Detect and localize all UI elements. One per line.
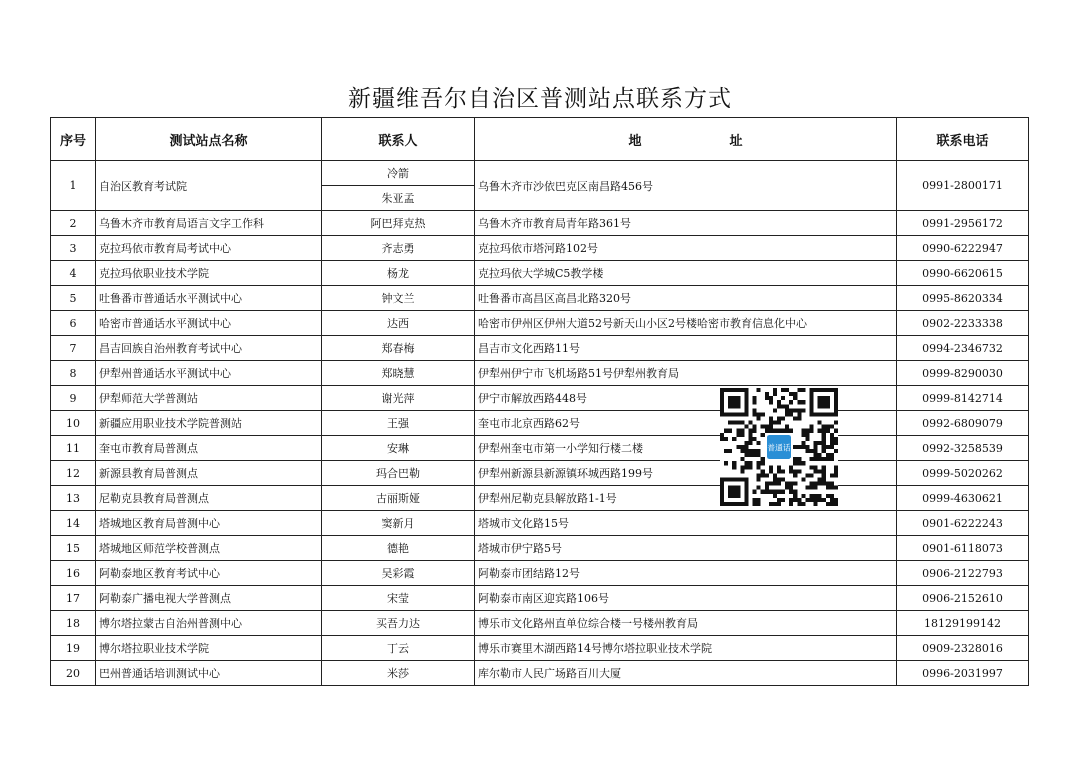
table-row — [51, 211, 1029, 236]
cell-contact: 米莎 — [322, 661, 475, 686]
cell-seq: 19 — [51, 636, 96, 661]
cell-phone: 18129199142 — [897, 611, 1029, 636]
table-row — [51, 286, 1029, 311]
cell-address: 克拉玛依市塔河路102号 — [475, 236, 897, 261]
cell-name: 新疆应用职业技术学院普测站 — [96, 411, 322, 436]
cell-phone: 0991-2800171 — [897, 161, 1029, 211]
qr-badge-text: 普通话 — [767, 443, 791, 453]
cell-address: 哈密市伊州区伊州大道52号新天山小区2号楼哈密市教育信息化中心 — [475, 311, 897, 336]
table-row — [51, 461, 1029, 486]
cell-name: 新源县教育局普测点 — [96, 461, 322, 486]
header-name: 测试站点名称 — [96, 118, 322, 161]
cell-address: 博乐市赛里木湖西路14号博尔塔拉职业技术学院 — [475, 636, 897, 661]
cell-seq: 11 — [51, 436, 96, 461]
table-row — [51, 486, 1029, 511]
header-address — [475, 118, 897, 161]
cell-contact: 吴彩霞 — [322, 561, 475, 586]
cell-address: 库尔勒市人民广场路百川大厦 — [475, 661, 897, 686]
cell-seq: 5 — [51, 286, 96, 311]
cell-contact: 钟文兰 — [322, 286, 475, 311]
cell-address: 博乐市文化路州直单位综合楼一号楼州教育局 — [475, 611, 897, 636]
qr-code-image — [720, 388, 838, 506]
cell-address: 阿勒泰市南区迎宾路106号 — [475, 586, 897, 611]
contact-table — [50, 117, 1029, 686]
cell-phone: 0991-2956172 — [897, 211, 1029, 236]
cell-name: 伊犁州普通话水平测试中心 — [96, 361, 322, 386]
cell-contact: 阿巴拜克热 — [322, 211, 475, 236]
cell-contact: 郑春梅 — [322, 336, 475, 361]
table-row — [51, 436, 1029, 461]
cell-address: 塔城市伊宁路5号 — [475, 536, 897, 561]
cell-seq: 20 — [51, 661, 96, 686]
cell-address: 吐鲁番市高昌区高昌北路320号 — [475, 286, 897, 311]
cell-phone: 0902-2233338 — [897, 311, 1029, 336]
cell-contact: 古丽斯娅 — [322, 486, 475, 511]
cell-seq: 9 — [51, 386, 96, 411]
header-phone: 联系电话 — [897, 118, 1029, 161]
cell-contact: 买吾力达 — [322, 611, 475, 636]
cell-contact: 窦新月 — [322, 511, 475, 536]
cell-address: 昌吉市文化西路11号 — [475, 336, 897, 361]
cell-phone: 0990-6222947 — [897, 236, 1029, 261]
cell-seq: 13 — [51, 486, 96, 511]
cell-address: 伊宁市解放西路448号 — [475, 386, 897, 411]
table-row — [51, 311, 1029, 336]
cell-phone: 0999-5020262 — [897, 461, 1029, 486]
cell-phone: 0994-2346732 — [897, 336, 1029, 361]
cell-seq: 2 — [51, 211, 96, 236]
table-row — [51, 636, 1029, 661]
cell-address: 伊犁州伊宁市飞机场路51号伊犁州教育局 — [475, 361, 897, 386]
cell-address: 阿勒泰市团结路12号 — [475, 561, 897, 586]
cell-phone: 0906-2122793 — [897, 561, 1029, 586]
cell-address: 伊犁州奎屯市第一小学知行楼二楼 — [475, 436, 897, 461]
cell-seq: 16 — [51, 561, 96, 586]
cell-name: 哈密市普通话水平测试中心 — [96, 311, 322, 336]
cell-address: 克拉玛依大学城C5教学楼 — [475, 261, 897, 286]
cell-contact: 达西 — [322, 311, 475, 336]
cell-contact: 冷箭 — [322, 161, 475, 186]
cell-seq: 18 — [51, 611, 96, 636]
cell-phone: 0909-2328016 — [897, 636, 1029, 661]
cell-phone: 0901-6222243 — [897, 511, 1029, 536]
cell-name: 塔城地区教育局普测中心 — [96, 511, 322, 536]
cell-phone: 0990-6620615 — [897, 261, 1029, 286]
cell-name: 尼勒克县教育局普测点 — [96, 486, 322, 511]
cell-contact: 齐志勇 — [322, 236, 475, 261]
cell-seq: 10 — [51, 411, 96, 436]
table-row — [51, 536, 1029, 561]
cell-seq: 8 — [51, 361, 96, 386]
cell-address: 奎屯市北京西路62号 — [475, 411, 897, 436]
table-row — [51, 336, 1029, 361]
cell-phone: 0999-8142714 — [897, 386, 1029, 411]
cell-contact: 宋莹 — [322, 586, 475, 611]
cell-name: 乌鲁木齐市教育局语言文字工作科 — [96, 211, 322, 236]
cell-seq: 6 — [51, 311, 96, 336]
cell-phone: 0992-3258539 — [897, 436, 1029, 461]
cell-name: 昌吉回族自治州教育考试中心 — [96, 336, 322, 361]
table-header-row — [51, 118, 1029, 161]
table-row — [51, 586, 1029, 611]
cell-name: 吐鲁番市普通话水平测试中心 — [96, 286, 322, 311]
header-address-char-2: 址 — [729, 133, 743, 149]
cell-seq: 4 — [51, 261, 96, 286]
cell-phone: 0906-2152610 — [897, 586, 1029, 611]
table-row — [51, 661, 1029, 686]
cell-phone: 0995-8620334 — [897, 286, 1029, 311]
cell-name: 塔城地区师范学校普测点 — [96, 536, 322, 561]
cell-phone: 0996-2031997 — [897, 661, 1029, 686]
table-row — [51, 361, 1029, 386]
cell-phone: 0992-6809079 — [897, 411, 1029, 436]
cell-phone: 0901-6118073 — [897, 536, 1029, 561]
page-title: 新疆维吾尔自治区普测站点联系方式 — [348, 86, 732, 112]
cell-seq: 17 — [51, 586, 96, 611]
cell-name: 奎屯市教育局普测点 — [96, 436, 322, 461]
cell-address: 塔城市文化路15号 — [475, 511, 897, 536]
cell-name: 伊犁师范大学普测站 — [96, 386, 322, 411]
cell-contact: 杨龙 — [322, 261, 475, 286]
cell-contact: 郑晓慧 — [322, 361, 475, 386]
table-row — [51, 261, 1029, 286]
header-seq: 序号 — [51, 118, 96, 161]
cell-seq: 14 — [51, 511, 96, 536]
cell-contact: 谢光萍 — [322, 386, 475, 411]
cell-seq: 1 — [51, 161, 96, 211]
cell-contact: 玛合巴勒 — [322, 461, 475, 486]
cell-name: 博尔塔拉蒙古自治州普测中心 — [96, 611, 322, 636]
cell-name: 克拉玛依市教育局考试中心 — [96, 236, 322, 261]
table-row — [51, 161, 1029, 186]
cell-address: 乌鲁木齐市沙依巴克区南昌路456号 — [475, 161, 897, 211]
cell-phone: 0999-4630621 — [897, 486, 1029, 511]
table-row — [51, 236, 1029, 261]
cell-contact: 安琳 — [322, 436, 475, 461]
cell-seq: 7 — [51, 336, 96, 361]
table-row — [51, 411, 1029, 436]
cell-name: 克拉玛依职业技术学院 — [96, 261, 322, 286]
table-row — [51, 561, 1029, 586]
cell-name: 阿勒泰广播电视大学普测点 — [96, 586, 322, 611]
cell-address: 伊犁州新源县新源镇环城西路199号 — [475, 461, 897, 486]
cell-name: 巴州普通话培训测试中心 — [96, 661, 322, 686]
header-contact: 联系人 — [322, 118, 475, 161]
cell-contact: 丁云 — [322, 636, 475, 661]
cell-seq: 3 — [51, 236, 96, 261]
cell-seq: 15 — [51, 536, 96, 561]
table-row — [51, 611, 1029, 636]
cell-address: 乌鲁木齐市教育局青年路361号 — [475, 211, 897, 236]
table-row — [51, 386, 1029, 411]
cell-name: 阿勒泰地区教育考试中心 — [96, 561, 322, 586]
cell-contact: 朱亚孟 — [322, 186, 475, 211]
header-address-char-1: 地 — [628, 133, 642, 149]
cell-phone: 0999-8290030 — [897, 361, 1029, 386]
cell-seq: 12 — [51, 461, 96, 486]
cell-contact: 德艳 — [322, 536, 475, 561]
table-row — [51, 511, 1029, 536]
cell-name: 自治区教育考试院 — [96, 161, 322, 211]
cell-address: 伊犁州尼勒克县解放路1-1号 — [475, 486, 897, 511]
cell-contact: 王强 — [322, 411, 475, 436]
cell-name: 博尔塔拉职业技术学院 — [96, 636, 322, 661]
